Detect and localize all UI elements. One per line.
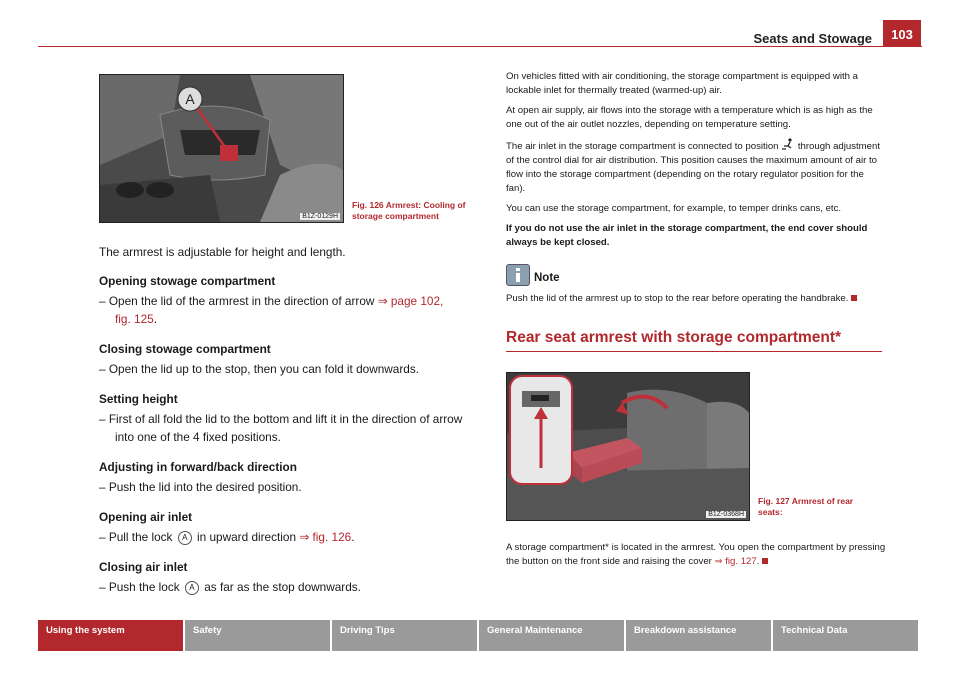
para-rear-storage: A storage compartment* is located in the armrest. You open the compartment by pressing the button on the front side and raising the cover ⇒ fig. 127.: [506, 542, 886, 567]
para-keep-closed: If you do not use the air inlet in the storage compartment, the end cover should always be kept closed.: [506, 223, 868, 248]
end-marker-icon: [762, 558, 768, 564]
step-closing-stowage: – Open the lid up to the stop, then you can fold it downwards.: [99, 362, 420, 376]
figure-126-caption: Fig. 126 Armrest: Cooling of storage compartment: [352, 200, 466, 221]
heading-opening-stowage: Opening stowage compartment: [99, 274, 276, 288]
note-title: Note: [534, 272, 560, 284]
para-air-supply: At open air supply, air flows into the storage with a temperature which is as high as the one out of the air outlet nozzles, depending on temperature setting.: [506, 105, 873, 130]
para-temper-drinks: You can use the storage compartment, for example, to temper drinks cans, etc.: [506, 203, 842, 214]
figure-code: B1Z-0129H: [302, 213, 338, 220]
step-setting-height: – First of all fold the lid to the bottom and lift it in the direction of arrow into one of the 4 fixed positions.: [99, 412, 463, 444]
air-distribution-footwell-icon: [781, 138, 795, 150]
figure-code: B1Z-0368H: [708, 511, 744, 518]
heading-closing-air-inlet: Closing air inlet: [99, 560, 188, 574]
marker-a-icon: A: [178, 531, 192, 545]
heading-opening-air-inlet: Opening air inlet: [99, 510, 193, 524]
heading-setting-height: Setting height: [99, 392, 178, 406]
marker-a-icon: A: [185, 581, 199, 595]
tab-safety[interactable]: Safety: [185, 620, 330, 651]
section-rule: [506, 351, 882, 352]
intro-text: The armrest is adjustable for height and length.: [99, 245, 346, 259]
para-air-conditioning: On vehicles fitted with air conditioning, the storage compartment is equipped with a lockable inlet for thermally treated (warmed-up) air.: [506, 71, 858, 96]
heading-adjusting: Adjusting in forward/back direction: [99, 460, 297, 474]
header-rule: [38, 46, 922, 47]
tab-using-the-system[interactable]: Using the system: [38, 620, 183, 651]
figure-126-image: [99, 74, 344, 223]
page-number: 103: [883, 20, 921, 47]
step-adjusting: – Push the lid into the desired position.: [99, 480, 302, 494]
para-air-inlet-position: The air inlet in the storage compartment is connected to position through adjustment of the control dial for air distribution. This position causes the maximum amount of air to flow into the storage compartment (depending on the rotary regulator position for the fan).: [506, 138, 884, 196]
link-fig-126[interactable]: ⇒ fig. 126: [299, 530, 352, 544]
section-title: Rear seat armrest with storage compartment*: [506, 329, 842, 346]
tab-driving-tips[interactable]: Driving Tips: [332, 620, 477, 651]
note-icon: [506, 264, 530, 286]
figure-127-image: [506, 372, 750, 521]
running-header: Seats and Stowage: [753, 31, 872, 46]
footer-nav: [38, 620, 918, 651]
link-page-102[interactable]: ⇒ page 102,: [377, 294, 444, 308]
tab-technical-data[interactable]: Technical Data: [773, 620, 918, 651]
heading-closing-stowage: Closing stowage compartment: [99, 342, 271, 356]
callout-a: A: [185, 91, 195, 107]
link-fig-125[interactable]: fig. 125: [115, 312, 154, 326]
link-fig-127[interactable]: ⇒ fig. 127: [714, 556, 757, 567]
step-opening-stowage: – Open the lid of the armrest in the direction of arrow ⇒ page 102, fig. 125.: [99, 294, 444, 326]
tab-breakdown-assistance[interactable]: Breakdown assistance: [626, 620, 771, 651]
note-text: Push the lid of the armrest up to stop to the rear before operating the handbrake.: [506, 292, 886, 306]
right-column: [506, 70, 884, 250]
armrest-photo: [100, 75, 343, 222]
step-closing-air-inlet: – Push the lock A as far as the stop downwards.: [99, 580, 361, 594]
rear-armrest-photo: [507, 373, 749, 520]
left-column: [99, 243, 479, 596]
tab-general-maintenance[interactable]: General Maintenance: [479, 620, 624, 651]
step-opening-air-inlet: – Pull the lock A in upward direction ⇒ fig. 126.: [99, 530, 355, 544]
figure-127-caption: Fig. 127 Armrest of rear seats:: [758, 496, 854, 517]
end-marker-icon: [851, 295, 857, 301]
